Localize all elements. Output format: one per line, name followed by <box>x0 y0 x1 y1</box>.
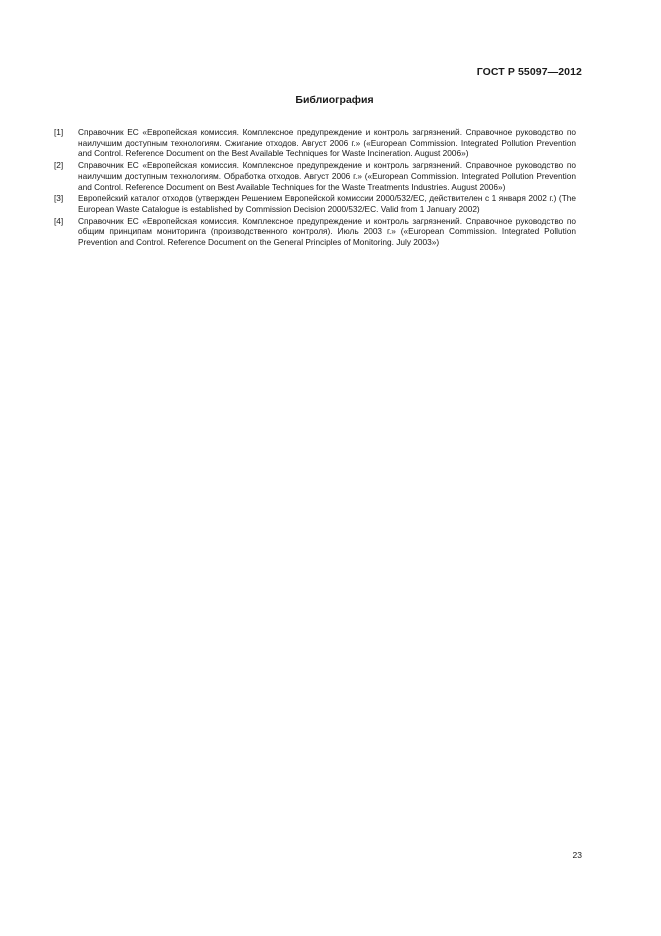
bibliography-item <box>54 160 576 192</box>
document-code: ГОСТ Р 55097—2012 <box>476 66 582 78</box>
reference-text: Европейский каталог отходов (утвержден Решением Европейской комиссии 2000/532/ЕС, действителен с 1 января 2002 г.) (The European Waste Catalogue is established by Commission Decision 2000/532/EC. Valid from 1 January 2002) <box>78 193 576 214</box>
bibliography-list <box>54 127 576 249</box>
reference-text: Справочник ЕС «Европейская комиссия. Комплексное предупреждение и контроль загрязнений. Справочное руководство по наилучшим доступным технологиям. Обработка отходов. Август 2006 г.» («European Commission. Integrated Pollution Prevention and Control. Reference Document on Best Available Techniques for the Waste Treatments Industries. August 2006») <box>78 160 576 192</box>
reference-number: [1] <box>54 127 64 137</box>
bibliography-item <box>54 193 576 214</box>
bibliography-item <box>54 216 576 248</box>
reference-text: Справочник ЕС «Европейская комиссия. Комплексное предупреждение и контроль загрязнений. Справочное руководство по наилучшим доступным технологиям. Сжигание отходов. Август 2006 г.» («European Commission. Integrated Pollution Prevention and Control. Reference Document on the Best Available Techniques for Waste Incineration. August 2006») <box>78 127 576 159</box>
reference-number: [3] <box>54 193 64 204</box>
page-number: 23 <box>572 850 582 860</box>
section-title: Библиография <box>295 94 374 106</box>
bibliography-item <box>54 127 576 159</box>
reference-number: [2] <box>54 160 64 171</box>
reference-number: [4] <box>54 215 64 226</box>
reference-text: Справочник ЕС «Европейская комиссия. Комплексное предупреждение и контроль загрязнений. Справочное руководство по общим принципам мониторинга (производственного контроля). Июль 2003 г.» («European Commission. Integrated Pollution Prevention and Control. Reference Document on the General Principles of Monitoring. July 2003») <box>78 215 576 248</box>
